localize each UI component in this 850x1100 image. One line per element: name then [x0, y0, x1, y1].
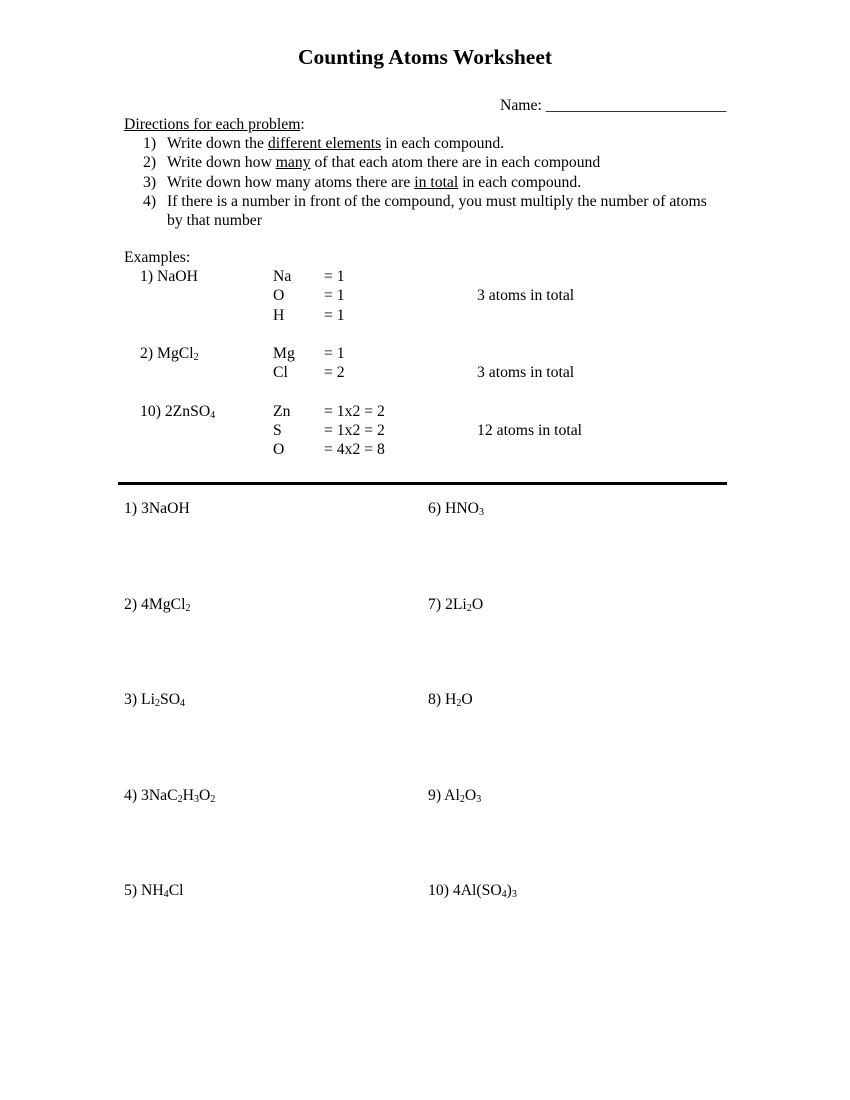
example-element: S [273, 421, 282, 439]
direction-number: 3) [143, 173, 157, 191]
problem-number: 8) [428, 691, 442, 708]
section-divider [118, 482, 727, 485]
examples-heading: Examples: [124, 249, 191, 266]
examples-section [124, 248, 724, 478]
example-total: 12 atoms in total [477, 421, 583, 439]
example-count: = 4x2 = 8 [324, 440, 385, 458]
problem-number: 7) [428, 595, 442, 613]
problem-formula: $H_2O$ [445, 691, 473, 710]
example-count: = 1 [324, 268, 345, 286]
problem-formula: 4MgCl$_2$ [141, 595, 191, 614]
example-element: O [273, 287, 285, 305]
example-element: O [273, 440, 285, 458]
problem-number: 10) [428, 882, 449, 899]
problem-formula: $3NaC_2H_3O_2$ [141, 786, 216, 805]
problem-formula: $HNO_3$ [445, 500, 485, 519]
example-row [124, 440, 724, 459]
direction-text-segment: Write down how many atoms there are [167, 173, 415, 191]
direction-number: 2) [143, 154, 157, 172]
problem-number: 2) [124, 595, 138, 613]
problem-number: 4) [124, 786, 138, 804]
example-label: 10) 2ZnSO$_4$ [140, 402, 216, 421]
direction-text [167, 192, 707, 230]
direction-text-segment: If there is a number in front of the compound, you must multiply the number of atoms by that number [167, 192, 707, 230]
problem-6 [428, 499, 484, 518]
directions-list [124, 134, 714, 230]
name-label: Name: [500, 97, 542, 114]
example-row [124, 363, 724, 382]
problem-number: 3) [124, 691, 138, 708]
direction-text-segment: of that each atom there are in each compound [310, 154, 601, 172]
problem-number: 1) [124, 500, 138, 517]
direction-text-segment: many [275, 154, 311, 172]
example-element: Mg [273, 344, 295, 362]
problem-8 [428, 690, 473, 709]
directions-heading-colon: : [300, 116, 305, 133]
problem-3 [124, 690, 185, 709]
direction-item-3 [124, 173, 714, 192]
example-element: H [273, 306, 285, 324]
example-row [124, 402, 724, 421]
problem-formula: 3NaOH [141, 500, 190, 517]
problem-2 [124, 595, 190, 614]
example-count: = 2 [324, 364, 345, 382]
problem-5 [124, 881, 184, 900]
problem-number: 6) [428, 500, 442, 517]
example-count: = 1 [324, 287, 345, 305]
example-row [124, 306, 724, 325]
direction-text [167, 153, 707, 172]
problem-7 [428, 595, 483, 614]
problem-formula: $NH_4Cl$ [141, 882, 184, 901]
example-row [124, 286, 724, 305]
direction-item-4 [124, 192, 714, 230]
name-line [500, 96, 726, 115]
example-count: = 1 [324, 306, 345, 324]
example-element: Na [273, 268, 292, 286]
example-label: 2) MgCl$_2$ [140, 344, 199, 364]
example-group-2 [124, 344, 724, 382]
direction-item-2 [124, 153, 714, 172]
example-group-3 [124, 402, 724, 460]
problem-9 [428, 786, 481, 805]
problem-formula: $4Al(SO_4)_3$ [452, 882, 517, 901]
problem-10 [428, 881, 517, 900]
example-count: = 1 [324, 344, 345, 362]
direction-text-segment: in each compound. [458, 173, 582, 191]
direction-number: 1) [143, 135, 157, 153]
example-group-1 [124, 267, 724, 325]
directions-section [124, 115, 714, 230]
examples-groups [124, 267, 724, 459]
example-total: 3 atoms in total [477, 287, 575, 305]
example-total: 3 atoms in total [477, 364, 575, 382]
problem-4 [124, 786, 215, 805]
direction-text-segment: different elements [267, 135, 382, 153]
example-count: = 1x2 = 2 [324, 402, 385, 420]
example-row [124, 267, 724, 286]
direction-text [167, 173, 707, 192]
example-label: 1) NaOH [140, 268, 198, 286]
direction-text-segment: Write down the [167, 135, 268, 153]
directions-heading [124, 115, 714, 134]
problem-1 [124, 499, 190, 518]
directions-heading-text: Directions for each problem [124, 116, 301, 133]
example-element: Cl [273, 364, 288, 382]
example-element: Zn [273, 402, 291, 420]
worksheet-title: Counting Atoms Worksheet [297, 45, 553, 69]
direction-text-segment: in each compound. [381, 135, 505, 153]
problem-number: 5) [124, 882, 138, 899]
direction-item-1 [124, 134, 714, 153]
direction-text-segment: Write down how [167, 154, 276, 172]
problem-number: 9) [428, 786, 442, 804]
direction-number: 4) [143, 192, 157, 210]
example-count: = 1x2 = 2 [324, 421, 385, 439]
direction-text [167, 134, 707, 153]
problem-formula: $Li_2SO_4$ [141, 691, 186, 710]
direction-text-segment: in total [414, 173, 459, 191]
example-row [124, 421, 724, 440]
example-row [124, 344, 724, 363]
name-blank: _______________________ [545, 97, 727, 114]
problem-formula: $2Li_2O$ [445, 595, 484, 614]
problem-formula: $Al_2O_3$ [444, 786, 482, 805]
